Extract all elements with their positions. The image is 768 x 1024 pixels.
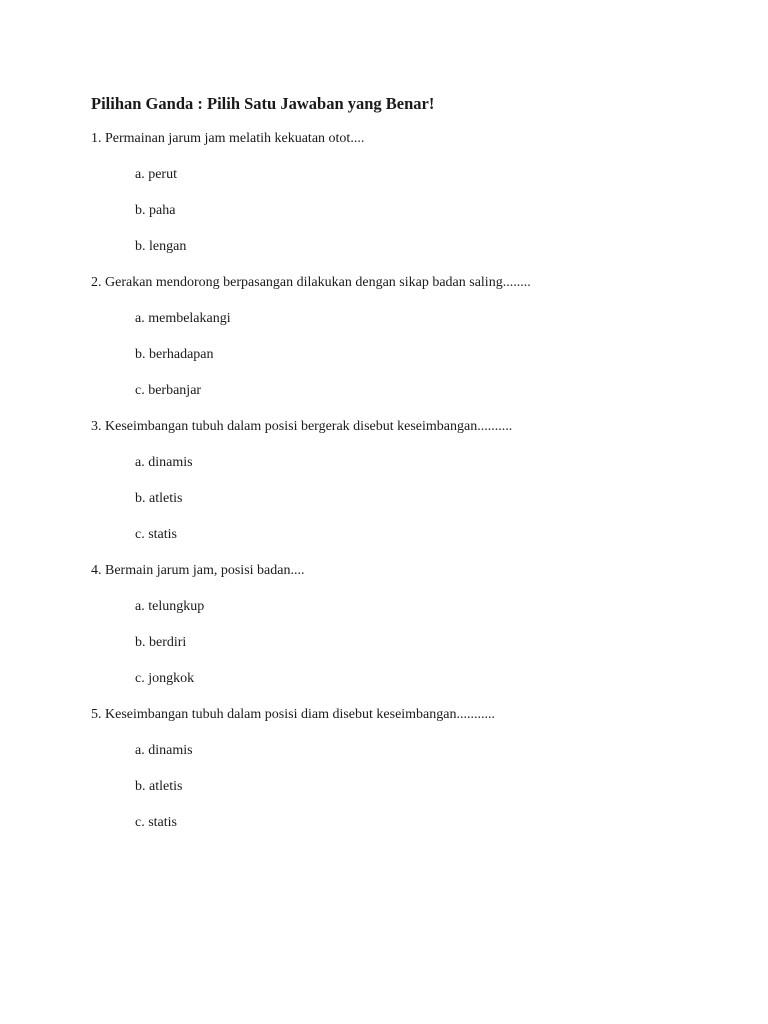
option-c: c. statis (135, 815, 177, 830)
question-text: 4. Bermain jarum jam, posisi badan.... (91, 563, 305, 578)
option-a: a. perut (135, 167, 177, 182)
question-text: 2. Gerakan mendorong berpasangan dilakukan dengan sikap badan saling........ (91, 275, 531, 290)
option-b: b. berdiri (135, 635, 187, 650)
option-c: c. jongkok (135, 671, 195, 686)
question-item (91, 563, 768, 707)
question-text: 3. Keseimbangan tubuh dalam posisi bergerak disebut keseimbangan.......... (91, 419, 513, 434)
question-item (91, 707, 768, 851)
option-b: b. berhadapan (135, 347, 214, 362)
page-title: Pilihan Ganda : Pilih Satu Jawaban yang Benar! (91, 94, 435, 113)
option-a: a. telungkup (135, 599, 205, 614)
question-item (91, 419, 768, 563)
question-text: 5. Keseimbangan tubuh dalam posisi diam disebut keseimbangan........... (91, 707, 495, 722)
option-b: b. paha (135, 203, 176, 218)
question-list (91, 131, 768, 851)
option-c: c. berbanjar (135, 383, 202, 398)
option-a: a. membelakangi (135, 311, 231, 326)
option-b: b. atletis (135, 491, 183, 506)
question-item (91, 275, 768, 419)
question-item (91, 131, 768, 275)
option-c: b. lengan (135, 239, 187, 254)
option-a: a. dinamis (135, 455, 193, 470)
option-c: c. statis (135, 527, 177, 542)
option-a: a. dinamis (135, 743, 193, 758)
option-b: b. atletis (135, 779, 183, 794)
question-text: 1. Permainan jarum jam melatih kekuatan otot.... (91, 131, 365, 146)
